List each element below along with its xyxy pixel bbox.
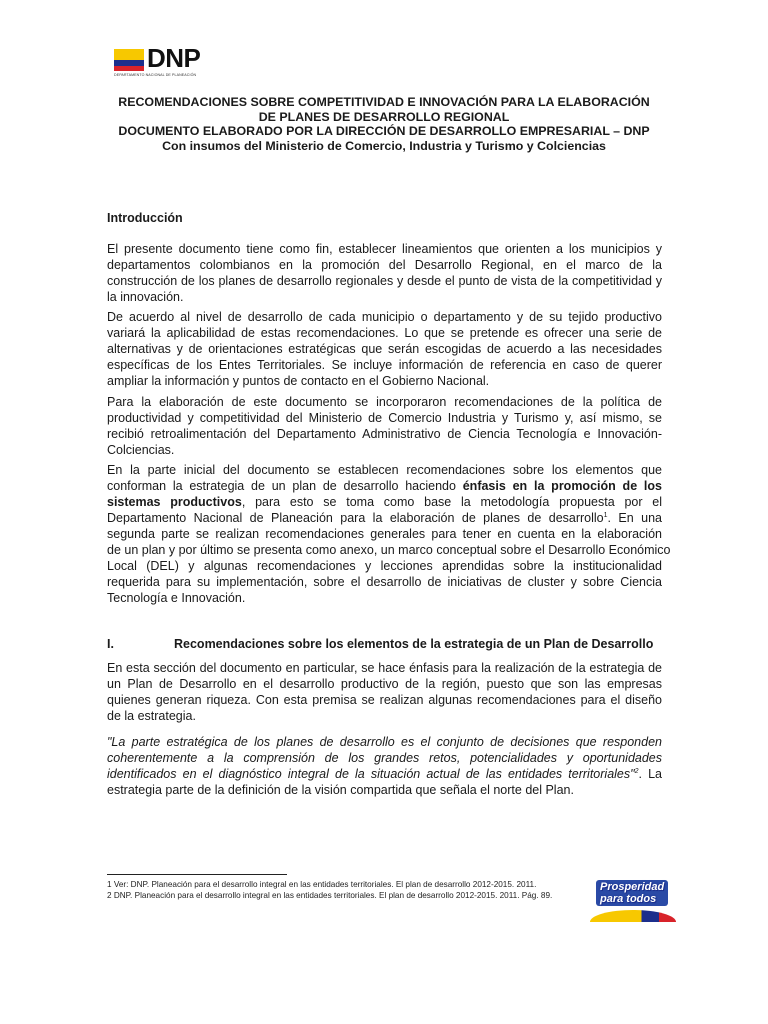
text-line: ampliar la información y puntos de contacto en el Gobierno Nacional.	[107, 374, 490, 388]
text-line: recibió retroalimentación del Departamento Administrativo de Ciencia Tecnología e Innovación-	[107, 427, 662, 441]
paragraph-1	[107, 241, 662, 305]
badge-line: Prosperidad	[600, 881, 665, 893]
paragraph-4	[107, 462, 671, 606]
text-run: conforman la estrategia de un plan de desarrollo haciendo	[107, 479, 463, 493]
text-line: la innovación.	[107, 290, 184, 304]
text-line: Tecnología e Innovación.	[107, 591, 246, 605]
quote-paragraph	[107, 734, 662, 798]
dnp-logo	[114, 43, 202, 78]
footnote-divider	[107, 874, 287, 875]
section-number: I.	[107, 637, 114, 651]
text-line	[107, 494, 662, 510]
title-line: DE PLANES DE DESARROLLO REGIONAL	[258, 109, 510, 124]
badge-wave	[590, 910, 676, 922]
section-title: Recomendaciones sobre los elementos de la estrategia de un Plan de Desarrollo	[174, 637, 654, 651]
prosperidad-logo	[590, 880, 676, 922]
text-line: construcción de los planes de desarrollo regionales y desde el punto de vista de la competitividad y	[107, 274, 662, 288]
text-line: productividad y competitividad del Ministerio de Comercio Industria y Turismo y, así mismo, se	[107, 411, 662, 425]
text-line: variará la aplicabilidad de estas recomendaciones. Lo que se pretende es ofrecer una serie de	[107, 326, 662, 340]
text-line: segunda parte se realizan recomendaciones generales para tener en cuenta en la elaboración	[107, 527, 662, 541]
text-line: coherentemente a la comprensión de los grandes retos, potencialidades y oportunidades	[107, 751, 662, 765]
text-line: Para la elaboración de este documento se incorporaron recomendaciones de la política de	[107, 395, 662, 409]
document-title	[96, 95, 672, 153]
colombia-flag-icon	[114, 49, 144, 71]
logo-wordmark: DNP	[147, 43, 201, 73]
text-line: De acuerdo al nivel de desarrollo de cada municipio o departamento y de su tejido productivo	[107, 310, 662, 324]
text-line: estrategia parte de la definición de la visión compartida que señala el norte del Plan.	[107, 783, 574, 797]
text-line: de un plan y por último se presenta como anexo, un marco conceptual sobre el Desarrollo Económico	[107, 543, 671, 557]
text-line	[107, 478, 662, 494]
footnote-ref: 1	[603, 511, 608, 519]
text-line: de la estrategia.	[107, 709, 196, 723]
text-line: quienes generan riqueza. Con esta premisa se realizan algunas recomendaciones para el diseño	[107, 693, 662, 707]
badge-text	[596, 880, 668, 906]
title-line: DOCUMENTO ELABORADO POR LA DIRECCIÓN DE DESARROLLO EMPRESARIAL – DNP	[118, 124, 650, 139]
text-line: departamentos colombianos en la promoción del Desarrollo Regional, en el marco de la	[107, 258, 662, 272]
intro-heading: Introducción	[107, 211, 183, 225]
footnote-2: 2 DNP. Planeación para el desarrollo integral en las entidades territoriales. El plan de desarrollo 2012-2015. 2011. Pág. 89.	[107, 891, 553, 900]
section-heading	[107, 637, 653, 651]
logo-subtitle: DEPARTAMENTO NACIONAL DE PLANEACIÓN	[114, 73, 197, 77]
paragraph-3	[107, 394, 662, 458]
title-line: Con insumos del Ministerio de Comercio, Industria y Turismo y Colciencias	[162, 138, 606, 153]
text-line: un Plan de Desarrollo en el desarrollo productivo de la región, puesto que son las empresas	[107, 677, 662, 691]
text-line: requerida para su implementación, sobre el desarrollo de iniciativas de cluster y sobre Ciencia	[107, 575, 662, 589]
text-line: En esta sección del documento en particular, se hace énfasis para la realización de la estrategia de	[107, 661, 662, 675]
text-run: . En una	[607, 511, 662, 525]
text-line: Colciencias.	[107, 443, 175, 457]
text-run: , para esto se toma como base la metodología propuesta por el	[241, 495, 663, 509]
text-run: identificados en el diagnóstico integral de la situación actual de las entidades territoriales"	[107, 767, 635, 781]
badge-line: para todos	[600, 893, 657, 905]
text-line: El presente documento tiene como fin, establecer lineamientos que orienten a los municipios y	[107, 242, 662, 256]
footnote-ref: 2	[634, 767, 639, 775]
text-line: alternativas y de orientaciones estratégicas que serán escogidas de acuerdo a las necesidades	[107, 342, 662, 356]
bold-run: sistemas productivos	[107, 495, 242, 509]
paragraph-2	[107, 309, 662, 389]
text-line	[107, 510, 662, 526]
bold-run: énfasis en la promoción de los	[462, 479, 662, 493]
text-line: Local (DEL) y algunas recomendaciones y lecciones aprendidas sobre la institucionalidad	[107, 559, 662, 573]
footnote-1: 1 Ver: DNP. Planeación para el desarrollo integral en las entidades territoriales. El plan de desarrollo 2012-2015. 2011.	[107, 880, 537, 889]
text-line: "La parte estratégica de los planes de desarrollo es el conjunto de decisiones que responden	[107, 735, 662, 749]
text-run: Departamento Nacional de Planeación para la elaboración de planes de desarrollo	[107, 511, 604, 525]
text-line: En la parte inicial del documento se establecen recomendaciones sobre los elementos que	[107, 463, 662, 477]
text-line: específicas de los Entes Territoriales. Se incluye información de referencia en caso de querer	[107, 358, 662, 372]
title-line: RECOMENDACIONES SOBRE COMPETITIVIDAD E INNOVACIÓN PARA LA ELABORACIÓN	[118, 95, 650, 109]
paragraph-5	[107, 660, 662, 724]
text-line	[107, 766, 662, 782]
text-run: . La	[638, 767, 662, 781]
